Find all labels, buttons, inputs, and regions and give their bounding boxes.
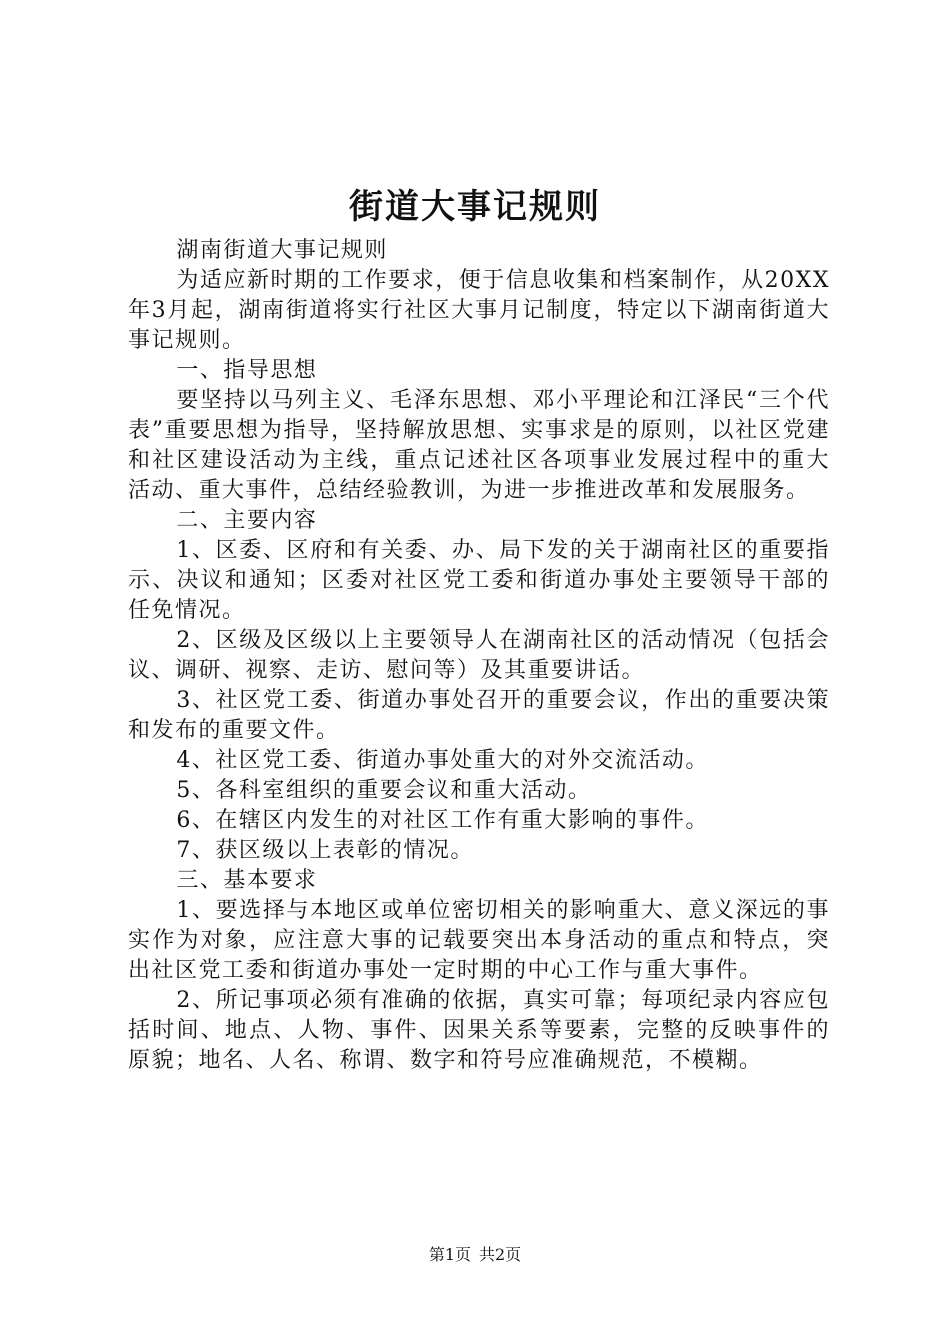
list-item-requirement-1: 1、要选择与本地区或单位密切相关的影响重大、意义深远的事实作为对象，应注意大事的记载要突出本身活动的重点和特点，突出社区党工委和街道办事处一定时期的中心工作与重大事件。 [128, 898, 830, 983]
list-item-requirement-2: 2、所记事项必须有准确的依据，真实可靠；每项纪录内容应包括时间、地点、人物、事件、因果关系等要素，完整的反映事件的原貌；地名、人名、称谓、数字和符号应准确规范，不模糊。 [128, 988, 830, 1073]
page-total: 共2页 [479, 1245, 522, 1264]
page-number: 第1页 [428, 1245, 471, 1264]
paragraph-subtitle: 湖南街道大事记规则 [176, 238, 388, 263]
document-body [128, 236, 830, 1076]
list-item-content-7: 7、获区级以上表彰的情况。 [176, 838, 474, 863]
list-item-content-3: 3、社区党工委、街道办事处召开的重要会议，作出的重要决策和发布的重要文件。 [128, 688, 830, 743]
section-heading-basic-requirements: 三、基本要求 [176, 868, 318, 893]
section-heading-guiding-ideology: 一、指导思想 [176, 358, 318, 383]
list-item-content-6: 6、在辖区内发生的对社区工作有重大影响的事件。 [176, 808, 709, 833]
paragraph-intro: 为适应新时期的工作要求，便于信息收集和档案制作，从20XX年3月起，湖南街道将实行社区大事月记制度，特定以下湖南街道大事记规则。 [128, 268, 830, 353]
list-item-content-1: 1、区委、区府和有关委、办、局下发的关于湖南社区的重要指示、决议和通知；区委对社区党工委和街道办事处主要领导干部的任免情况。 [128, 538, 830, 623]
list-item-content-2: 2、区级及区级以上主要领导人在湖南社区的活动情况（包括会议、调研、视察、走访、慰问等）及其重要讲话。 [128, 628, 830, 683]
paragraph-guiding-ideology: 要坚持以马列主义、毛泽东思想、邓小平理论和江泽民“三个代表”重要思想为指导，坚持解放思想、实事求是的原则，以社区党建和社区建设活动为主线，重点记述社区各项事业发展过程中的重大活动、重大事件，总结经验教训，为进一步推进改革和发展服务。 [128, 388, 830, 503]
list-item-content-4: 4、社区党工委、街道办事处重大的对外交流活动。 [176, 748, 709, 773]
page-footer [0, 1243, 950, 1267]
section-heading-main-content: 二、主要内容 [176, 508, 318, 533]
document-title: 街道大事记规则 [349, 187, 601, 227]
list-item-content-5: 5、各科室组织的重要会议和重大活动。 [176, 778, 592, 803]
